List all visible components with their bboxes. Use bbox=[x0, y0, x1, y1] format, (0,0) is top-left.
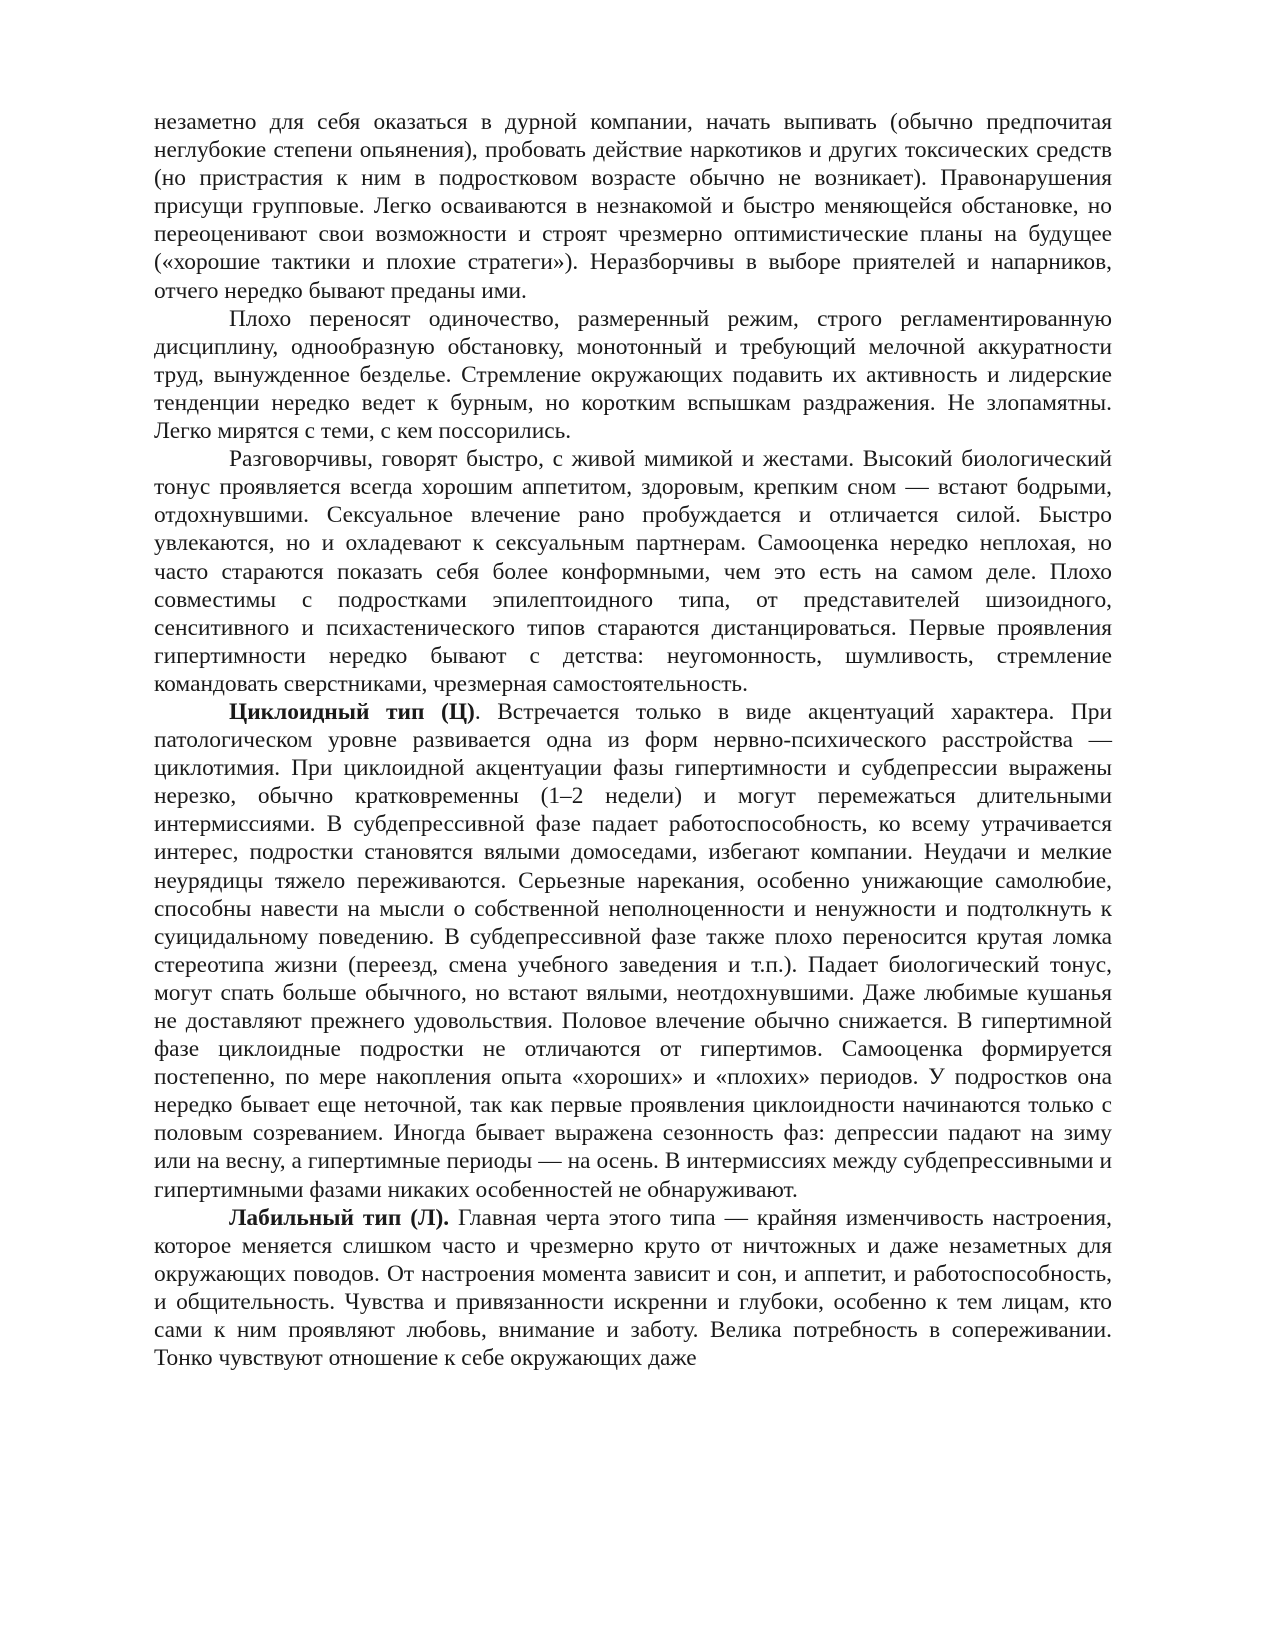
paragraph-labile-type bbox=[154, 1204, 1112, 1373]
paragraph-hyperthymic-continuation bbox=[154, 108, 1112, 305]
paragraph-text: Главная черта этого типа — крайняя изменчивость настроения, которое меняется слишком часто и чрезмерно круто от ничтожных и даже незаметных для окружающих поводов. От настроения момента зависит и сон, и аппетит, и работоспособность, и общительность. Чувства и привязанности искренни и глубоки, особенно к тем лицам, кто сами к ним проявляют любовь, внимание и заботу. Велика потребность в сопереживании. Тонко чувствуют отношение к себе окружающих даже bbox=[154, 1204, 1113, 1372]
paragraph-cycloid-type bbox=[154, 698, 1112, 1204]
paragraph-text: . Встречается только в виде акцентуаций характера. При патологическом уровне развивается одна из форм нервно-психического расстройства — циклотимия. При циклоидной акцентуации фазы гипертимности и субдепрессии выражены нерезко, обычно кратковременны (1–2 недели) и могут перемежаться длительными интермиссиями. В субдепрессивной фазе падает работоспособность, ко всему утрачивается интерес, подростки становятся вялыми домоседами, избегают компании. Неудачи и мелкие неурядицы тяжело переживаются. Серьезные нарекания, особенно унижающие самолюбие, способны навести на мысли о собственной неполноценности и ненужности и подтолкнуть к суицидальному поведению. В субдепрессивной фазе также плохо переносится крутая ломка стереотипа жизни (переезд, смена учебного заведения и т.п.). Падает биологический тонус, могут спать больше обычного, но встают вялыми, неотдохнувшими. Даже любимые кушанья не доставляют прежнего удовольствия. Половое влечение обычно снижается. В гипертимной фазе циклоидные подростки не отличаются от гипертимов. Самооценка формируется постепенно, по мере накопления опыта «хороших» и «плохих» периодов. У подростков она нередко бывает еще неточной, так как первые проявления циклоидности начинаются только с половым созреванием. Иногда бывает выражена сезонность фаз: депрессии падают на зиму или на весну, а гипертимные периоды — на осень. В интермиссиях между субдепрессивными и гипертимными фазами никаких особенностей не обнаруживают. bbox=[154, 698, 1112, 1203]
paragraph-text: незаметно для себя оказаться в дурной компании, начать выпивать (обычно предпочитая неглубокие степени опьянения), пробовать действие наркотиков и других токсических средств (но пристрастия к ним в подростковом возрасте обычно не возникает). Правонарушения присущи групповые. Легко осваиваются в незнакомой и быстро меняющейся обстановке, но переоценивают свои возможности и строят чрезмерно оптимистические планы на будущее («хорошие тактики и плохие стратеги»). Неразборчивы в выборе приятелей и напарников, отчего нередко бывают преданы ими. bbox=[154, 109, 1112, 304]
paragraph-text: Плохо переносят одиночество, размеренный режим, строго регламентированную дисциплину, однообразную обстановку, монотонный и требующий мелочной аккуратности труд, вынужденное безделье. Стремление окружающих подавить их активность и лидерские тенденции нередко ведет к бурным, но коротким вспышкам раздражения. Не злопамятны. Легко мирятся с теми, с кем поссорились. bbox=[154, 305, 1112, 445]
term-heading: Циклоидный тип (Ц) bbox=[229, 698, 475, 725]
term-heading: Лабильный тип (Л). bbox=[229, 1204, 450, 1231]
paragraph-text: Разговорчивы, говорят быстро, с живой мимикой и жестами. Высокий биологический тонус проявляется всегда хорошим аппетитом, здоровым, крепким сном — встают бодрыми, отдохнувшими. Сексуальное влечение рано пробуждается и отличается силой. Быстро увлекаются, но и охладевают к сексуальным партнерам. Самооценка нередко неплохая, но часто стараются показать себя более конформными, чем это есть на самом деле. Плохо совместимы с подростками эпилептоидного типа, от представителей шизоидного, сенситивного и психастенического типов стараются дистанцироваться. Первые проявления гипертимности нередко бывают с детства: неугомонность, шумливость, стремление командовать сверстниками, чрезмерная самостоятельность. bbox=[154, 446, 1112, 697]
paragraph-hyperthymic-traits bbox=[154, 445, 1112, 698]
document-page bbox=[154, 108, 1112, 1372]
paragraph-hyperthymic-intolerance bbox=[154, 305, 1112, 445]
